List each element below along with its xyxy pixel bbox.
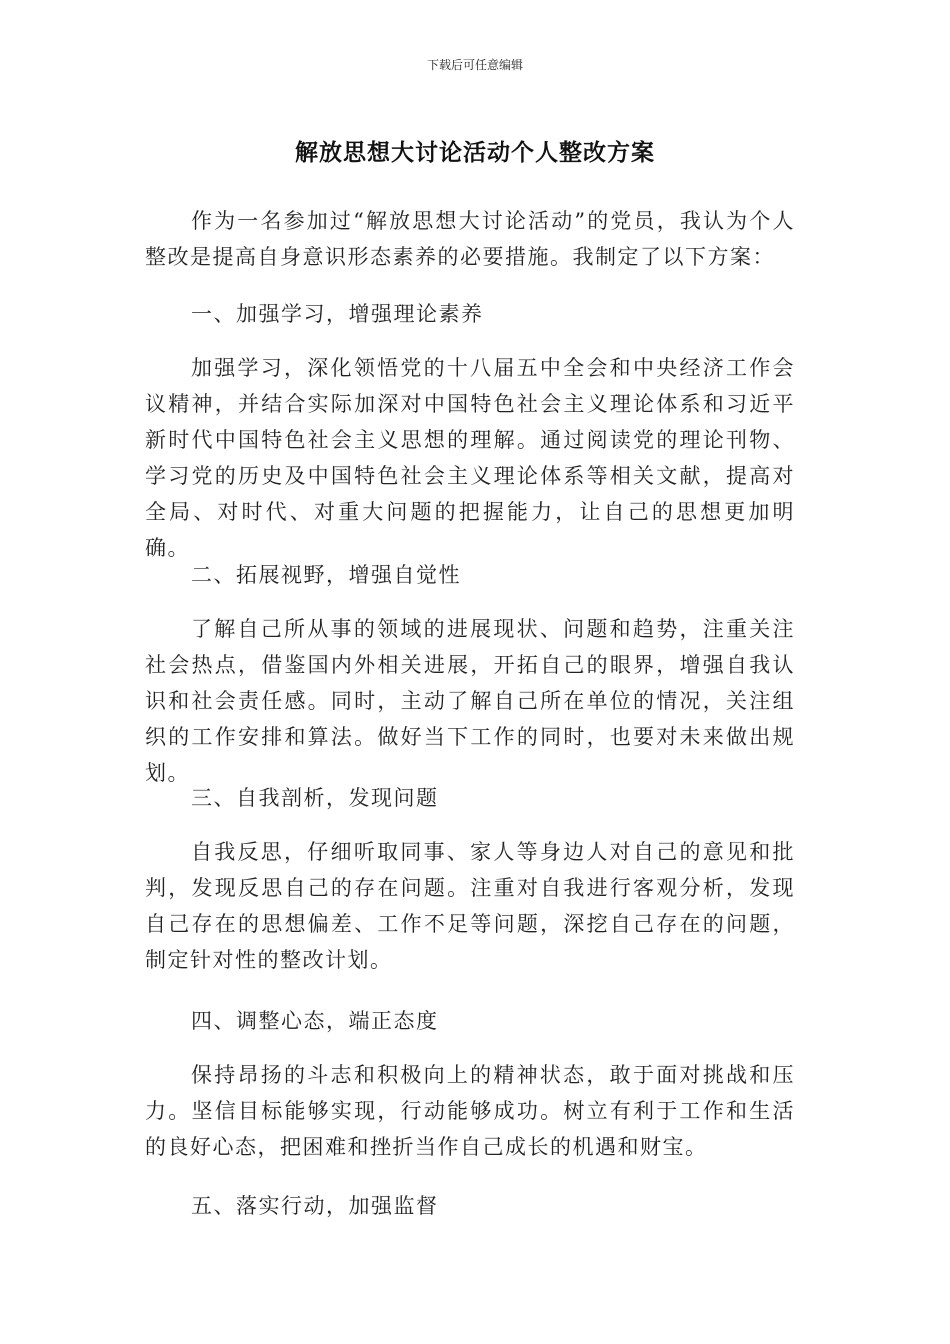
section-3-body: 自我反思，仔细听取同事、家人等身边人对自己的意见和批判，发现反思自己的存在问题。注重对自我进行客观分析，发现自己存在的思想偏差、工作不足等问题，深挖自己存在的问题，制定针对性的整改计划。	[145, 840, 795, 972]
section-2-body: 了解自己所从事的领域的进展现状、问题和趋势，注重关注社会热点，借鉴国内外相关进展，开拓自己的眼界，增强自我认识和社会责任感。同时，主动了解自己所在单位的情况，关注组织的工作安排和算法。做好当下工作的同时，也要对未来做出规划。	[145, 617, 795, 785]
section-4-heading: 四、调整心态，端正态度	[191, 1009, 439, 1033]
section-4-body: 保持昂扬的斗志和积极向上的精神状态，敢于面对挑战和压力。坚信目标能够实现，行动能够成功。树立有利于工作和生活的良好心态，把困难和挫折当作自己成长的机遇和财宝。	[145, 1063, 795, 1159]
header-note: 下载后可任意编辑	[426, 58, 523, 72]
section-5-heading: 五、落实行动，加强监督	[191, 1194, 439, 1218]
intro-paragraph: 作为一名参加过“解放思想大讨论活动”的党员，我认为个人整改是提高自身意识形态素养的必要措施。我制定了以下方案：	[145, 209, 795, 269]
section-3-heading: 三、自我剖析，发现问题	[191, 786, 439, 810]
section-1-heading: 一、加强学习，增强理论素养	[191, 302, 484, 326]
section-1-body: 加强学习，深化领悟党的十八届五中全会和中央经济工作会议精神，并结合实际加深对中国特色社会主义理论体系和习近平新时代中国特色社会主义思想的理解。通过阅读党的理论刊物、学习党的历史及中国特色社会主义理论体系等相关文献，提高对全局、对时代、对重大问题的把握能力，让自己的思想更加明确。	[145, 356, 795, 560]
section-2-heading: 二、拓展视野，增强自觉性	[191, 563, 461, 587]
document-title: 解放思想大讨论活动个人整改方案	[295, 140, 655, 166]
